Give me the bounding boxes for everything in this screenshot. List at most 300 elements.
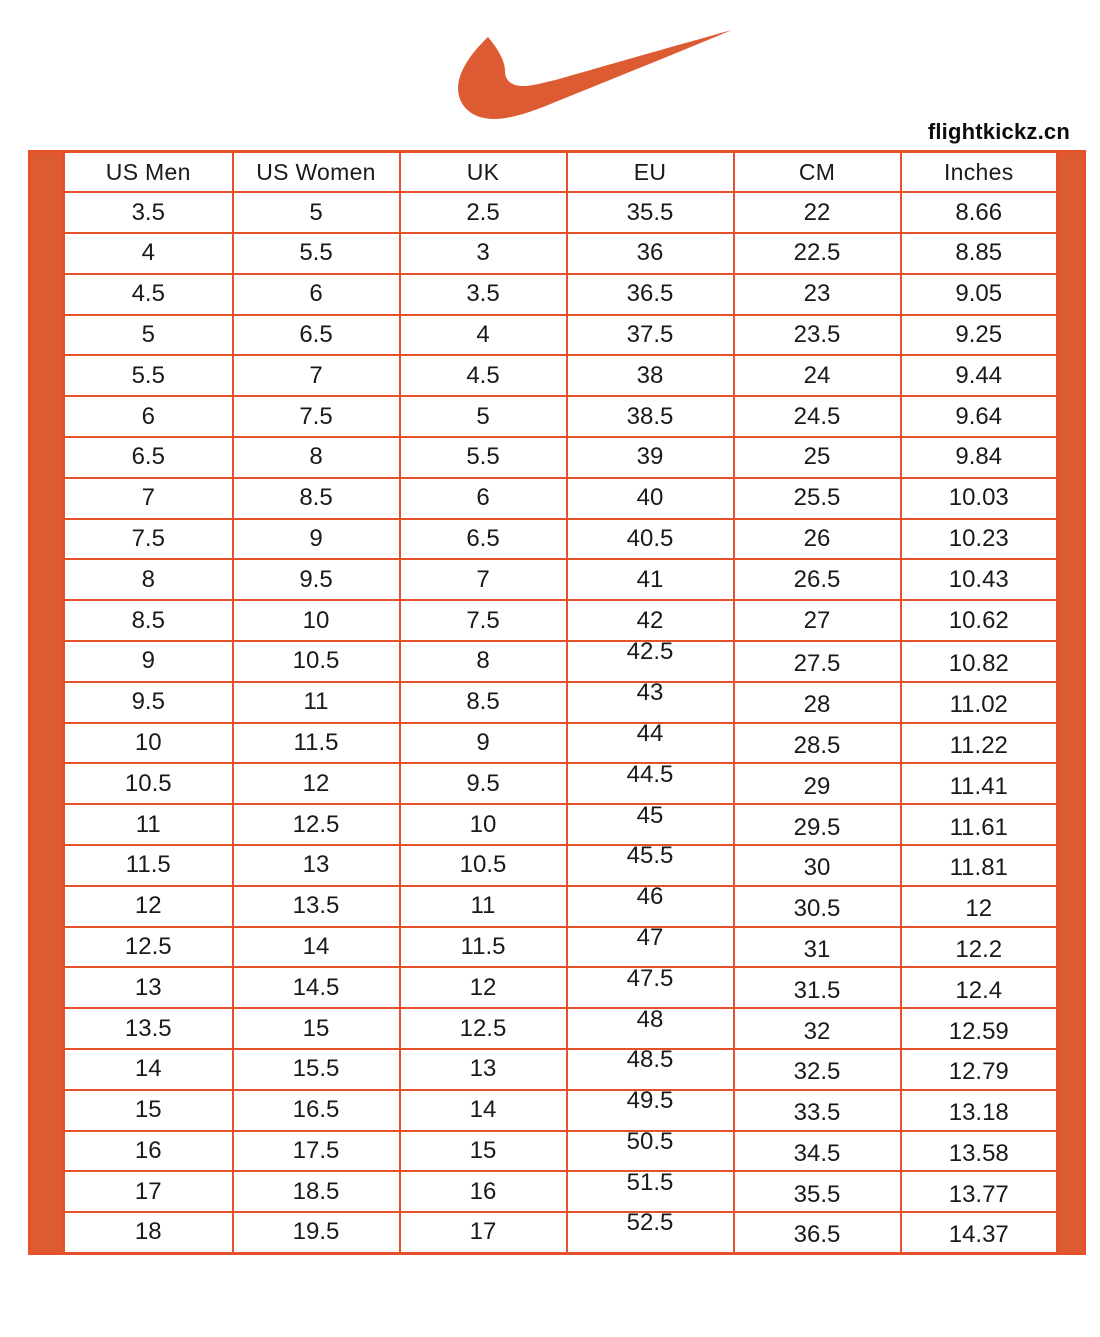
size-value: 40 [636, 484, 664, 512]
size-value: 17.5 [292, 1137, 340, 1165]
size-value: 18.5 [292, 1177, 340, 1205]
swoosh-path [458, 30, 732, 119]
size-cell [233, 437, 400, 478]
size-cell [901, 192, 1058, 233]
table-row [64, 763, 1058, 804]
size-value: 44.5 [626, 760, 674, 788]
size-value: 10.5 [459, 851, 507, 879]
table-row [64, 1212, 1058, 1253]
size-value: 14 [469, 1096, 497, 1124]
size-cell [567, 964, 734, 1008]
table-row [64, 437, 1058, 478]
size-cell [400, 396, 567, 437]
size-value: 5.5 [466, 443, 500, 471]
size-cell [567, 1046, 734, 1090]
size-value: 9 [309, 525, 323, 553]
size-value: 9.5 [299, 565, 333, 593]
size-cell [567, 233, 734, 274]
size-value: 8 [309, 443, 323, 471]
size-value: 8.5 [131, 606, 165, 634]
table-row [64, 1171, 1058, 1212]
size-value: 12.5 [292, 810, 340, 838]
size-cell [64, 1049, 233, 1090]
size-cell [233, 1212, 400, 1253]
size-value: 3 [476, 239, 490, 267]
size-value: 47 [636, 924, 664, 952]
size-cell [734, 600, 901, 641]
size-cell [233, 804, 400, 845]
size-value: 12.79 [948, 1058, 1009, 1086]
size-cell [567, 801, 734, 845]
size-cell [64, 763, 233, 804]
size-value: 8.5 [466, 688, 500, 716]
size-value: 12 [134, 892, 162, 920]
size-value: 35.5 [626, 198, 674, 226]
size-cell [734, 478, 901, 519]
size-value: 12.5 [124, 933, 172, 961]
size-cell [64, 1131, 233, 1172]
size-cell [233, 967, 400, 1008]
size-value: 39 [636, 443, 664, 471]
size-cell [567, 842, 734, 886]
size-value: 9 [476, 729, 490, 757]
size-cell [400, 1090, 567, 1131]
size-table-body [64, 192, 1058, 1253]
column-header-uk: UK [400, 152, 567, 193]
size-value: 45 [636, 801, 664, 829]
size-cell [734, 1131, 901, 1172]
size-value: 11 [135, 810, 161, 838]
size-value: 30.5 [793, 895, 841, 923]
table-row [64, 804, 1058, 845]
size-value: 5.5 [299, 239, 333, 267]
size-value: 11.5 [293, 729, 339, 757]
size-cell [64, 845, 233, 886]
size-value: 10.23 [948, 525, 1009, 553]
size-cell [901, 682, 1058, 723]
size-cell [64, 233, 233, 274]
size-cell [901, 437, 1058, 478]
size-value: 16.5 [292, 1096, 340, 1124]
size-value: 36.5 [626, 280, 674, 308]
size-value: 11.61 [949, 813, 1008, 841]
size-cell [233, 1171, 400, 1212]
size-cell [567, 638, 734, 682]
size-cell [400, 641, 567, 682]
table-row [64, 315, 1058, 356]
size-value: 26.5 [793, 565, 841, 593]
size-cell [400, 1212, 567, 1253]
size-value: 8 [476, 647, 490, 675]
size-cell [400, 192, 567, 233]
size-cell [64, 274, 233, 315]
size-cell [567, 274, 734, 315]
size-cell [64, 396, 233, 437]
size-value: 4.5 [131, 280, 165, 308]
size-cell [233, 1008, 400, 1049]
size-cell [734, 559, 901, 600]
table-row [64, 1008, 1058, 1049]
table-row [64, 233, 1058, 274]
column-header-cm: CM [734, 152, 901, 193]
size-cell [901, 641, 1058, 682]
table-row [64, 192, 1058, 233]
size-cell [64, 559, 233, 600]
size-cell [901, 927, 1058, 968]
size-cell [233, 723, 400, 764]
size-value: 13.77 [948, 1180, 1009, 1208]
size-value: 25 [803, 443, 831, 471]
size-value: 9.25 [955, 321, 1003, 349]
size-cell [901, 233, 1058, 274]
size-cell [64, 192, 233, 233]
size-value: 23 [803, 280, 831, 308]
table-row [64, 723, 1058, 764]
table-row [64, 927, 1058, 968]
size-value: 42.5 [626, 638, 674, 666]
size-value: 8.66 [955, 198, 1003, 226]
size-cell [901, 763, 1058, 804]
size-value: 4.5 [466, 361, 500, 389]
size-value: 41 [636, 565, 664, 593]
size-cell [734, 274, 901, 315]
size-cell [734, 927, 901, 968]
size-value: 43 [636, 679, 664, 707]
size-value: 35.5 [793, 1180, 841, 1208]
size-value: 11.81 [949, 854, 1008, 882]
size-cell [734, 355, 901, 396]
size-value: 30 [803, 854, 831, 882]
size-value: 10.82 [948, 650, 1009, 678]
size-cell [233, 927, 400, 968]
column-header-us-men: US Men [64, 152, 233, 193]
size-value: 15 [469, 1137, 497, 1165]
size-cell [233, 355, 400, 396]
size-value: 4 [476, 321, 490, 349]
size-cell [734, 641, 901, 682]
size-cell [64, 967, 233, 1008]
size-cell [567, 1209, 734, 1253]
size-value: 10.62 [948, 606, 1009, 634]
size-cell [233, 682, 400, 723]
size-value: 13 [302, 851, 330, 879]
column-header-inches: Inches [901, 152, 1058, 193]
size-cell [64, 1090, 233, 1131]
size-cell [734, 1008, 901, 1049]
size-value: 12.2 [955, 936, 1003, 964]
size-cell [901, 1131, 1058, 1172]
size-cell [567, 679, 734, 723]
size-cell [233, 763, 400, 804]
size-value: 7.5 [299, 402, 333, 430]
size-value: 12.5 [459, 1014, 507, 1042]
size-value: 27.5 [793, 650, 841, 678]
size-cell [400, 967, 567, 1008]
size-cell [567, 559, 734, 600]
size-cell [64, 641, 233, 682]
table-row [64, 478, 1058, 519]
size-cell [400, 519, 567, 560]
size-cell [567, 720, 734, 764]
size-value: 14.5 [292, 973, 340, 1001]
size-value: 37.5 [626, 321, 674, 349]
size-value: 6 [476, 484, 490, 512]
size-cell [901, 600, 1058, 641]
size-value: 17 [134, 1177, 162, 1205]
size-cell [734, 967, 901, 1008]
size-value: 28.5 [793, 732, 841, 760]
size-cell [901, 478, 1058, 519]
size-value: 36 [636, 239, 664, 267]
size-cell [233, 233, 400, 274]
size-value: 15 [302, 1014, 330, 1042]
size-cell [567, 1128, 734, 1172]
size-value: 12 [469, 973, 497, 1001]
size-value: 9.84 [955, 443, 1003, 471]
size-value: 32 [803, 1017, 831, 1045]
size-value: 5 [309, 198, 323, 226]
size-value: 18 [134, 1218, 162, 1246]
size-chart [28, 150, 1086, 1255]
size-cell [734, 845, 901, 886]
size-value: 15.5 [292, 1055, 340, 1083]
size-cell [734, 804, 901, 845]
size-cell [233, 274, 400, 315]
size-value: 25.5 [793, 484, 841, 512]
size-value: 19.5 [292, 1218, 340, 1246]
size-cell [400, 274, 567, 315]
size-value: 9.64 [955, 402, 1003, 430]
size-value: 17 [469, 1218, 497, 1246]
size-value: 34.5 [793, 1140, 841, 1168]
size-value: 31.5 [793, 976, 841, 1004]
table-row [64, 600, 1058, 641]
size-value: 12.4 [955, 976, 1003, 1004]
size-value: 7 [309, 361, 323, 389]
size-value: 12 [965, 895, 993, 923]
table-row [64, 641, 1058, 682]
size-value: 11 [470, 892, 496, 920]
size-cell [233, 1090, 400, 1131]
size-value: 3.5 [466, 280, 500, 308]
site-name: flightkickz.cn [927, 119, 1070, 144]
size-cell [567, 924, 734, 968]
size-value: 2.5 [466, 198, 500, 226]
size-value: 50.5 [626, 1128, 674, 1156]
size-cell [901, 315, 1058, 356]
table-row [64, 682, 1058, 723]
size-value: 38.5 [626, 402, 674, 430]
size-cell [400, 927, 567, 968]
size-cell [901, 519, 1058, 560]
size-cell [901, 1049, 1058, 1090]
size-value: 38 [636, 361, 664, 389]
size-cell [64, 1212, 233, 1253]
size-value: 16 [134, 1137, 162, 1165]
size-value: 9.44 [955, 361, 1003, 389]
table-row [64, 1049, 1058, 1090]
size-value: 13.58 [948, 1140, 1009, 1168]
size-cell [901, 1090, 1058, 1131]
size-value: 23.5 [793, 321, 841, 349]
size-value: 45.5 [626, 842, 674, 870]
size-value: 49.5 [626, 1087, 674, 1115]
size-cell [567, 315, 734, 356]
size-value: 36.5 [793, 1221, 841, 1249]
size-value: 5 [141, 321, 155, 349]
table-row [64, 1090, 1058, 1131]
size-value: 9.5 [466, 769, 500, 797]
table-row [64, 519, 1058, 560]
size-cell [901, 845, 1058, 886]
size-cell [734, 682, 901, 723]
size-cell [64, 355, 233, 396]
size-value: 24 [803, 361, 831, 389]
size-value: 10 [134, 729, 162, 757]
size-value: 13 [469, 1055, 497, 1083]
table-row [64, 396, 1058, 437]
size-cell [567, 478, 734, 519]
size-value: 15 [134, 1096, 162, 1124]
size-cell [233, 1131, 400, 1172]
size-value: 13 [134, 973, 162, 1001]
size-value: 13.18 [948, 1099, 1009, 1127]
size-cell [400, 845, 567, 886]
right-accent-bar [1059, 150, 1086, 1255]
size-cell [400, 1008, 567, 1049]
size-value: 6.5 [466, 525, 500, 553]
size-cell [734, 233, 901, 274]
size-cell [901, 559, 1058, 600]
table-row [64, 559, 1058, 600]
size-cell [64, 723, 233, 764]
size-cell [901, 886, 1058, 927]
size-cell [400, 763, 567, 804]
size-value: 7 [141, 484, 155, 512]
table-row [64, 845, 1058, 886]
size-cell [567, 437, 734, 478]
size-cell [901, 723, 1058, 764]
size-value: 9.05 [955, 280, 1003, 308]
size-cell [734, 1090, 901, 1131]
size-value: 47.5 [626, 964, 674, 992]
size-cell [400, 1131, 567, 1172]
size-value: 10 [302, 606, 330, 634]
size-value: 42 [636, 606, 664, 634]
size-value: 7 [476, 565, 490, 593]
size-cell [567, 355, 734, 396]
table-row [64, 967, 1058, 1008]
size-cell [400, 355, 567, 396]
size-value: 29 [803, 772, 831, 800]
size-table [62, 150, 1059, 1255]
size-cell [400, 315, 567, 356]
size-cell [901, 1171, 1058, 1212]
column-header-eu: EU [567, 152, 734, 193]
size-cell [400, 478, 567, 519]
size-cell [734, 1212, 901, 1253]
size-value: 46 [636, 883, 664, 911]
size-cell [901, 396, 1058, 437]
size-value: 52.5 [626, 1209, 674, 1237]
table-row [64, 886, 1058, 927]
size-cell [567, 519, 734, 560]
size-cell [400, 1049, 567, 1090]
size-value: 22 [803, 198, 831, 226]
size-value: 7.5 [466, 606, 500, 634]
size-value: 26 [803, 525, 831, 553]
size-cell [233, 478, 400, 519]
size-value: 14.37 [948, 1221, 1009, 1249]
size-cell [567, 1168, 734, 1212]
size-value: 11.22 [949, 732, 1008, 760]
size-value: 16 [469, 1177, 497, 1205]
size-cell [400, 886, 567, 927]
size-value: 5.5 [131, 361, 165, 389]
size-value: 13.5 [292, 892, 340, 920]
size-cell [400, 804, 567, 845]
size-cell [233, 1049, 400, 1090]
size-cell [64, 927, 233, 968]
nike-swoosh-logo [455, 28, 733, 121]
size-value: 10.43 [948, 565, 1009, 593]
size-value: 12 [302, 769, 330, 797]
size-value: 48 [636, 1005, 664, 1033]
size-value: 29.5 [793, 813, 841, 841]
header-row [64, 152, 1058, 193]
size-cell [901, 355, 1058, 396]
size-value: 48.5 [626, 1046, 674, 1074]
size-cell [233, 192, 400, 233]
size-value: 6 [141, 402, 155, 430]
size-value: 28 [803, 691, 831, 719]
size-cell [901, 1212, 1058, 1253]
size-value: 24.5 [793, 402, 841, 430]
size-value: 14 [134, 1055, 162, 1083]
size-cell [901, 967, 1058, 1008]
size-value: 11.5 [125, 851, 171, 879]
size-value: 8.5 [299, 484, 333, 512]
size-value: 6.5 [131, 443, 165, 471]
size-cell [734, 192, 901, 233]
size-cell [734, 437, 901, 478]
size-cell [400, 600, 567, 641]
size-value: 6 [309, 280, 323, 308]
size-cell [734, 519, 901, 560]
left-accent-bar [28, 150, 62, 1255]
size-cell [64, 315, 233, 356]
size-cell [64, 804, 233, 845]
size-cell [64, 600, 233, 641]
size-value: 10.03 [948, 484, 1009, 512]
size-cell [734, 315, 901, 356]
table-row [64, 1131, 1058, 1172]
size-cell [233, 886, 400, 927]
size-value: 12.59 [948, 1017, 1009, 1045]
size-value: 9 [141, 647, 155, 675]
size-cell [233, 396, 400, 437]
size-value: 8.85 [955, 239, 1003, 267]
size-cell [400, 1171, 567, 1212]
table-row [64, 355, 1058, 396]
size-cell [567, 883, 734, 927]
size-cell [734, 723, 901, 764]
size-cell [64, 519, 233, 560]
size-value: 32.5 [793, 1058, 841, 1086]
size-cell [734, 1049, 901, 1090]
size-cell [400, 233, 567, 274]
size-cell [567, 760, 734, 804]
